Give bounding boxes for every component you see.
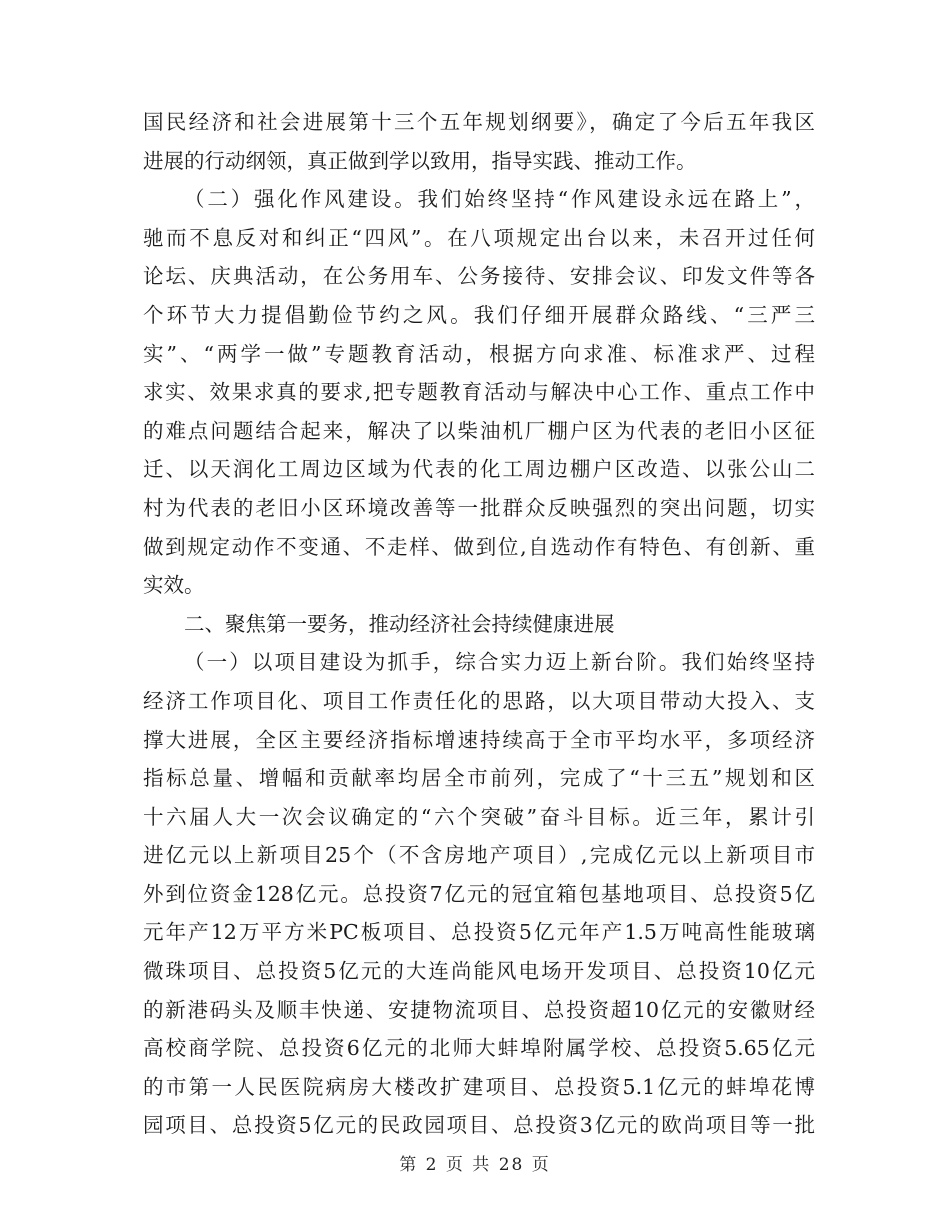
text-line: （一）以项目建设为抓手，综合实力迈上新台阶。我们始终坚持 — [184, 650, 815, 675]
text-line: 的难点问题结合起来，解决了以柴油机厂棚户区为代表的老旧小区征 — [143, 418, 815, 443]
text-line: 国民经济和社会进展第十三个五年规划纲要》，确定了今后五年我区 — [143, 110, 815, 134]
text-line: 进亿元以上新项目25个（不含房地产项目）,完成亿元以上新项目市 — [143, 843, 815, 868]
page-number-footer: 第 2 页 共 28 页 — [399, 1155, 551, 1175]
text-line: 经济工作项目化、项目工作责任化的思路，以大项目带动大投入、支 — [143, 688, 815, 713]
text-line: 撑大进展，全区主要经济指标增速持续高于全市平均水平，多项经济 — [143, 727, 815, 752]
text-line: 的市第一人民医院病房大楼改扩建项目、总投资5.1亿元的蚌埠花博 — [143, 1074, 815, 1099]
text-line: 元年产12万平方米PC板项目、总投资5亿元年产1.5万吨高性能玻璃 — [143, 920, 815, 945]
section-heading: 二、聚焦第一要务，推动经济社会持续健康进展 — [184, 611, 615, 636]
text-line: 实”、“两学一做”专题教育活动，根据方向求准、标准求严、过程 — [143, 341, 815, 366]
text-line: 个环节大力提倡勤俭节约之风。我们仔细开展群众路线、“三严三 — [143, 302, 815, 327]
text-line: 十六届人大一次会议确定的“六个突破”奋斗目标。近三年，累计引 — [143, 804, 815, 829]
text-line: 的新港码头及顺丰快递、安捷物流项目、总投资超10亿元的安徽财经 — [143, 997, 815, 1022]
text-line: 驰而不息反对和纠正“四风”。在八项规定出台以来，未召开过任何 — [143, 225, 815, 250]
text-line: 微珠项目、总投资5亿元的大连尚能风电场开发项目、总投资10亿元 — [143, 959, 815, 984]
text-line: 高校商学院、总投资6亿元的北师大蚌埠附属学校、总投资5.65亿元 — [143, 1036, 815, 1061]
text-line: 园项目、总投资5亿元的民政园项目、总投资3亿元的欧尚项目等一批 — [143, 1113, 815, 1138]
text-line: 外到位资金128亿元。总投资7亿元的冠宜箱包基地项目、总投资5亿 — [143, 881, 815, 906]
text-line: 指标总量、增幅和贡献率均居全市前列，完成了“十三五”规划和区 — [143, 766, 815, 791]
text-line: 迁、以天润化工周边区域为代表的化工周边棚户区改造、以张公山二 — [143, 457, 815, 482]
text-line: 村为代表的老旧小区环境改善等一批群众反映强烈的突出问题，切实 — [143, 495, 815, 520]
text-line: 求实、效果求真的要求,把专题教育活动与解决中心工作、重点工作中 — [143, 380, 815, 405]
text-line: 实效。 — [143, 573, 205, 598]
text-line: （二）强化作风建设。我们始终坚持“作风建设永远在路上”， — [184, 187, 815, 212]
text-line: 进展的行动纲领，真正做到学以致用，指导实践、推动工作。 — [143, 148, 697, 173]
text-line: 论坛、庆典活动，在公务用车、公务接待、安排会议、印发文件等各 — [143, 264, 815, 289]
document-body — [143, 103, 815, 1145]
text-line: 做到规定动作不变通、不走样、做到位,自选动作有特色、有创新、重 — [143, 534, 815, 559]
